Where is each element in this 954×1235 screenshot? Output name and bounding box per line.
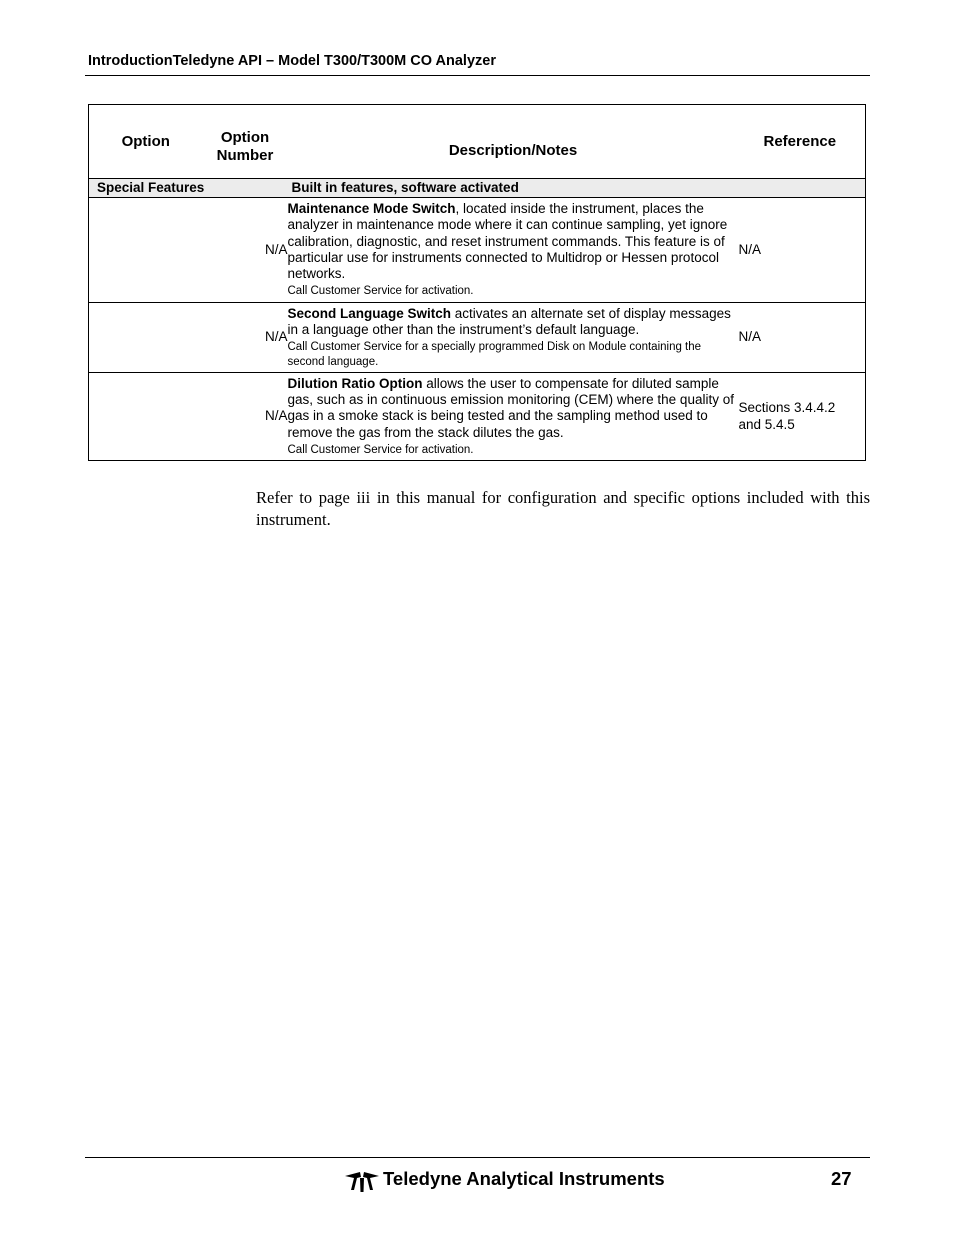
column-header-option-number [203, 105, 288, 179]
row-option-number: N/A [203, 373, 288, 461]
row-description [288, 373, 739, 461]
group-description: Built in features, software activated [288, 179, 866, 198]
row-option-number: N/A [203, 198, 288, 303]
group-label: Special Features [89, 179, 288, 198]
table-header-row [89, 105, 866, 179]
row-description-text: , located inside the instrument, places the analyzer in maintenance mode where it can continue sampling, yet ignore calibration, diagnostic, and reset instrument commands. This feature is of particular use for instruments connected to Multidrop or Hessen protocol networks. [287, 201, 728, 282]
group-row-special-features [89, 179, 866, 198]
special-features-table [88, 104, 866, 461]
row-note: Call Customer Service for activation. [287, 443, 474, 456]
row-option [89, 303, 203, 373]
row-reference: N/A [739, 303, 866, 373]
row-description-text: allows the user to compensate for diluted sample gas, such as in continuous emission monitoring (CEM) where the quality of gas in a smoke stack is being tested and the sampling method used to remove the gas from the stack dilutes the gas. [287, 375, 734, 440]
column-header-description: Description/Notes [288, 105, 739, 179]
header-divider [85, 75, 870, 76]
row-feature-name: Second Language Switch [287, 305, 452, 321]
table-row [89, 303, 866, 373]
row-description [288, 303, 739, 373]
table-row [89, 198, 866, 303]
column-header-option: Option [89, 105, 203, 179]
row-option [89, 373, 203, 461]
row-feature-name: Dilution Ratio Option [287, 375, 423, 391]
row-note: Call Customer Service for activation. [287, 285, 474, 298]
running-header-title: IntroductionTeledyne API – Model T300/T300M CO Analyzer [88, 53, 496, 69]
body-paragraph: Refer to page iii in this manual for configuration and specific options included with this instrument. [256, 488, 870, 529]
row-reference: Sections 3.4.4.2 and 5.4.5 [739, 373, 866, 461]
row-option [89, 198, 203, 303]
footer-divider [85, 1157, 870, 1158]
table-row [89, 373, 866, 461]
footer-company-name: Teledyne Analytical Instruments [383, 1168, 665, 1189]
row-note: Call Customer Service for a specially programmed Disk on Module containing the second language. [287, 341, 702, 368]
row-option-number: N/A [203, 303, 288, 373]
teledyne-logo-icon [344, 1170, 380, 1194]
column-header-option-number-text: Option Number [216, 128, 274, 164]
row-feature-name: Maintenance Mode Switch [287, 201, 456, 216]
row-description [288, 198, 739, 303]
page-number: 27 [831, 1168, 852, 1189]
column-header-reference: Reference [739, 105, 866, 179]
row-description-text: activates an alternate set of display messages in a language other than the instrument’s default language. [287, 305, 731, 337]
row-reference: N/A [739, 198, 866, 303]
